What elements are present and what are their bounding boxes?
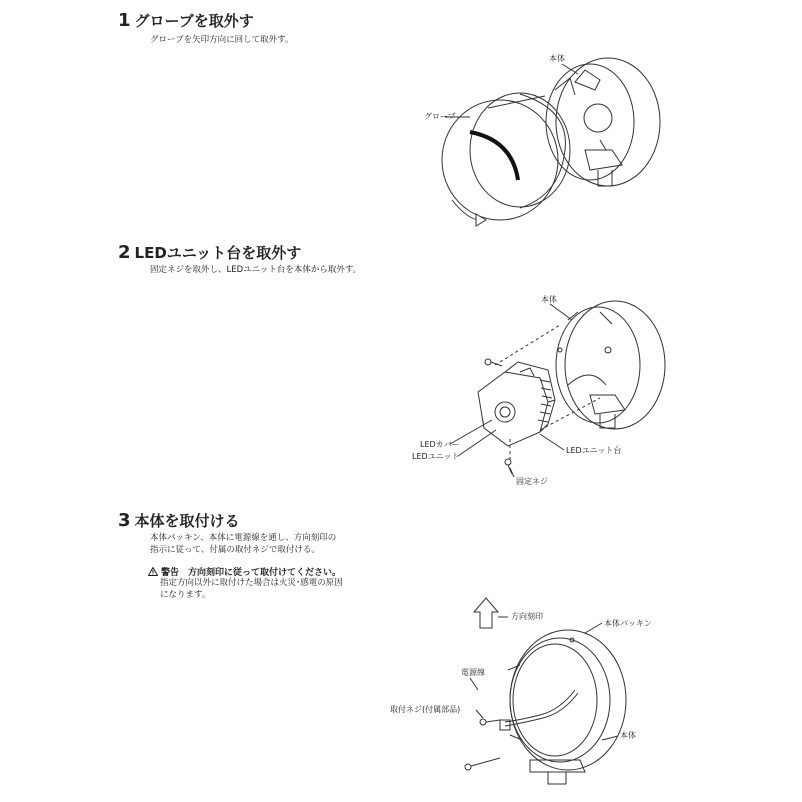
fig1-body (546, 58, 660, 186)
fig3-screw-top (480, 719, 500, 725)
leader-fixing-screw (510, 468, 514, 477)
step-3-desc-line1: 本体パッキン、本体に電源線を通し、方向刻印の (150, 533, 337, 543)
fig2-fixing-screw (505, 459, 512, 474)
label-mount-screw: 取付ネジ(付属部品) (390, 705, 461, 714)
leader-body-1 (562, 64, 578, 74)
fig1-rotate-arrow (470, 132, 518, 180)
label-gasket: 本体パッキン (604, 619, 652, 628)
step-number: 2 (118, 242, 131, 263)
warning-line: になります。 (160, 590, 211, 600)
leader-led-cover (450, 420, 492, 444)
label-fixing-screw: 固定ネジ (516, 477, 548, 486)
fig2-led-unit (478, 362, 555, 446)
label-body-3: 本体 (620, 731, 636, 740)
label-led-base: LEDユニット台 (566, 446, 622, 455)
leader-body-2 (550, 304, 572, 320)
label-globe: グローブ (424, 112, 456, 121)
warning-heading-text: 警告 方向刻印に従って取付けてください。 (161, 568, 342, 578)
step-3-desc-line2: 指示に従って、付属の取付ネジで取付ける。 (150, 545, 320, 555)
fig3-screw-bottom (465, 758, 500, 770)
leader-led-base (540, 434, 564, 450)
step-number: 3 (118, 510, 131, 531)
step-title-text: 本体を取付ける (134, 512, 240, 530)
step-title-text: グローブを取外す (134, 12, 254, 30)
label-direction-mark: 方向刻印 (511, 612, 543, 621)
leader-mount-screw (476, 710, 483, 718)
fig3-direction-arrow (474, 598, 498, 628)
leader-gasket (585, 623, 602, 633)
fig3-body (508, 630, 626, 784)
label-body-2: 本体 (541, 295, 557, 304)
warning-line: 指定方向以外に取付けた場合は火災･感電の原因 (160, 578, 343, 588)
label-led-cover: LEDカバー (420, 440, 460, 449)
fig2-body (556, 301, 665, 429)
step-number: 1 (118, 10, 131, 31)
label-power-line: 電源線 (461, 668, 485, 677)
step-2-desc: 固定ネジを取外し、LEDユニット台を本体から取外す。 (150, 265, 362, 275)
step-1-desc: グローブを矢印方向に回して取外す。 (150, 35, 294, 45)
fig1-globe (442, 93, 570, 220)
step-title-text: LEDユニット台を取外す (134, 244, 302, 262)
fig2-screw-top (485, 359, 502, 366)
fig1-arrowhead (476, 214, 486, 226)
fig2-guide-lines (495, 325, 600, 460)
label-body-1: 本体 (549, 54, 565, 63)
leader-led-unit (458, 430, 496, 456)
leader-power-line (470, 678, 478, 690)
label-led-unit: LEDユニット (412, 452, 460, 461)
fig3-power-cable (500, 690, 578, 730)
